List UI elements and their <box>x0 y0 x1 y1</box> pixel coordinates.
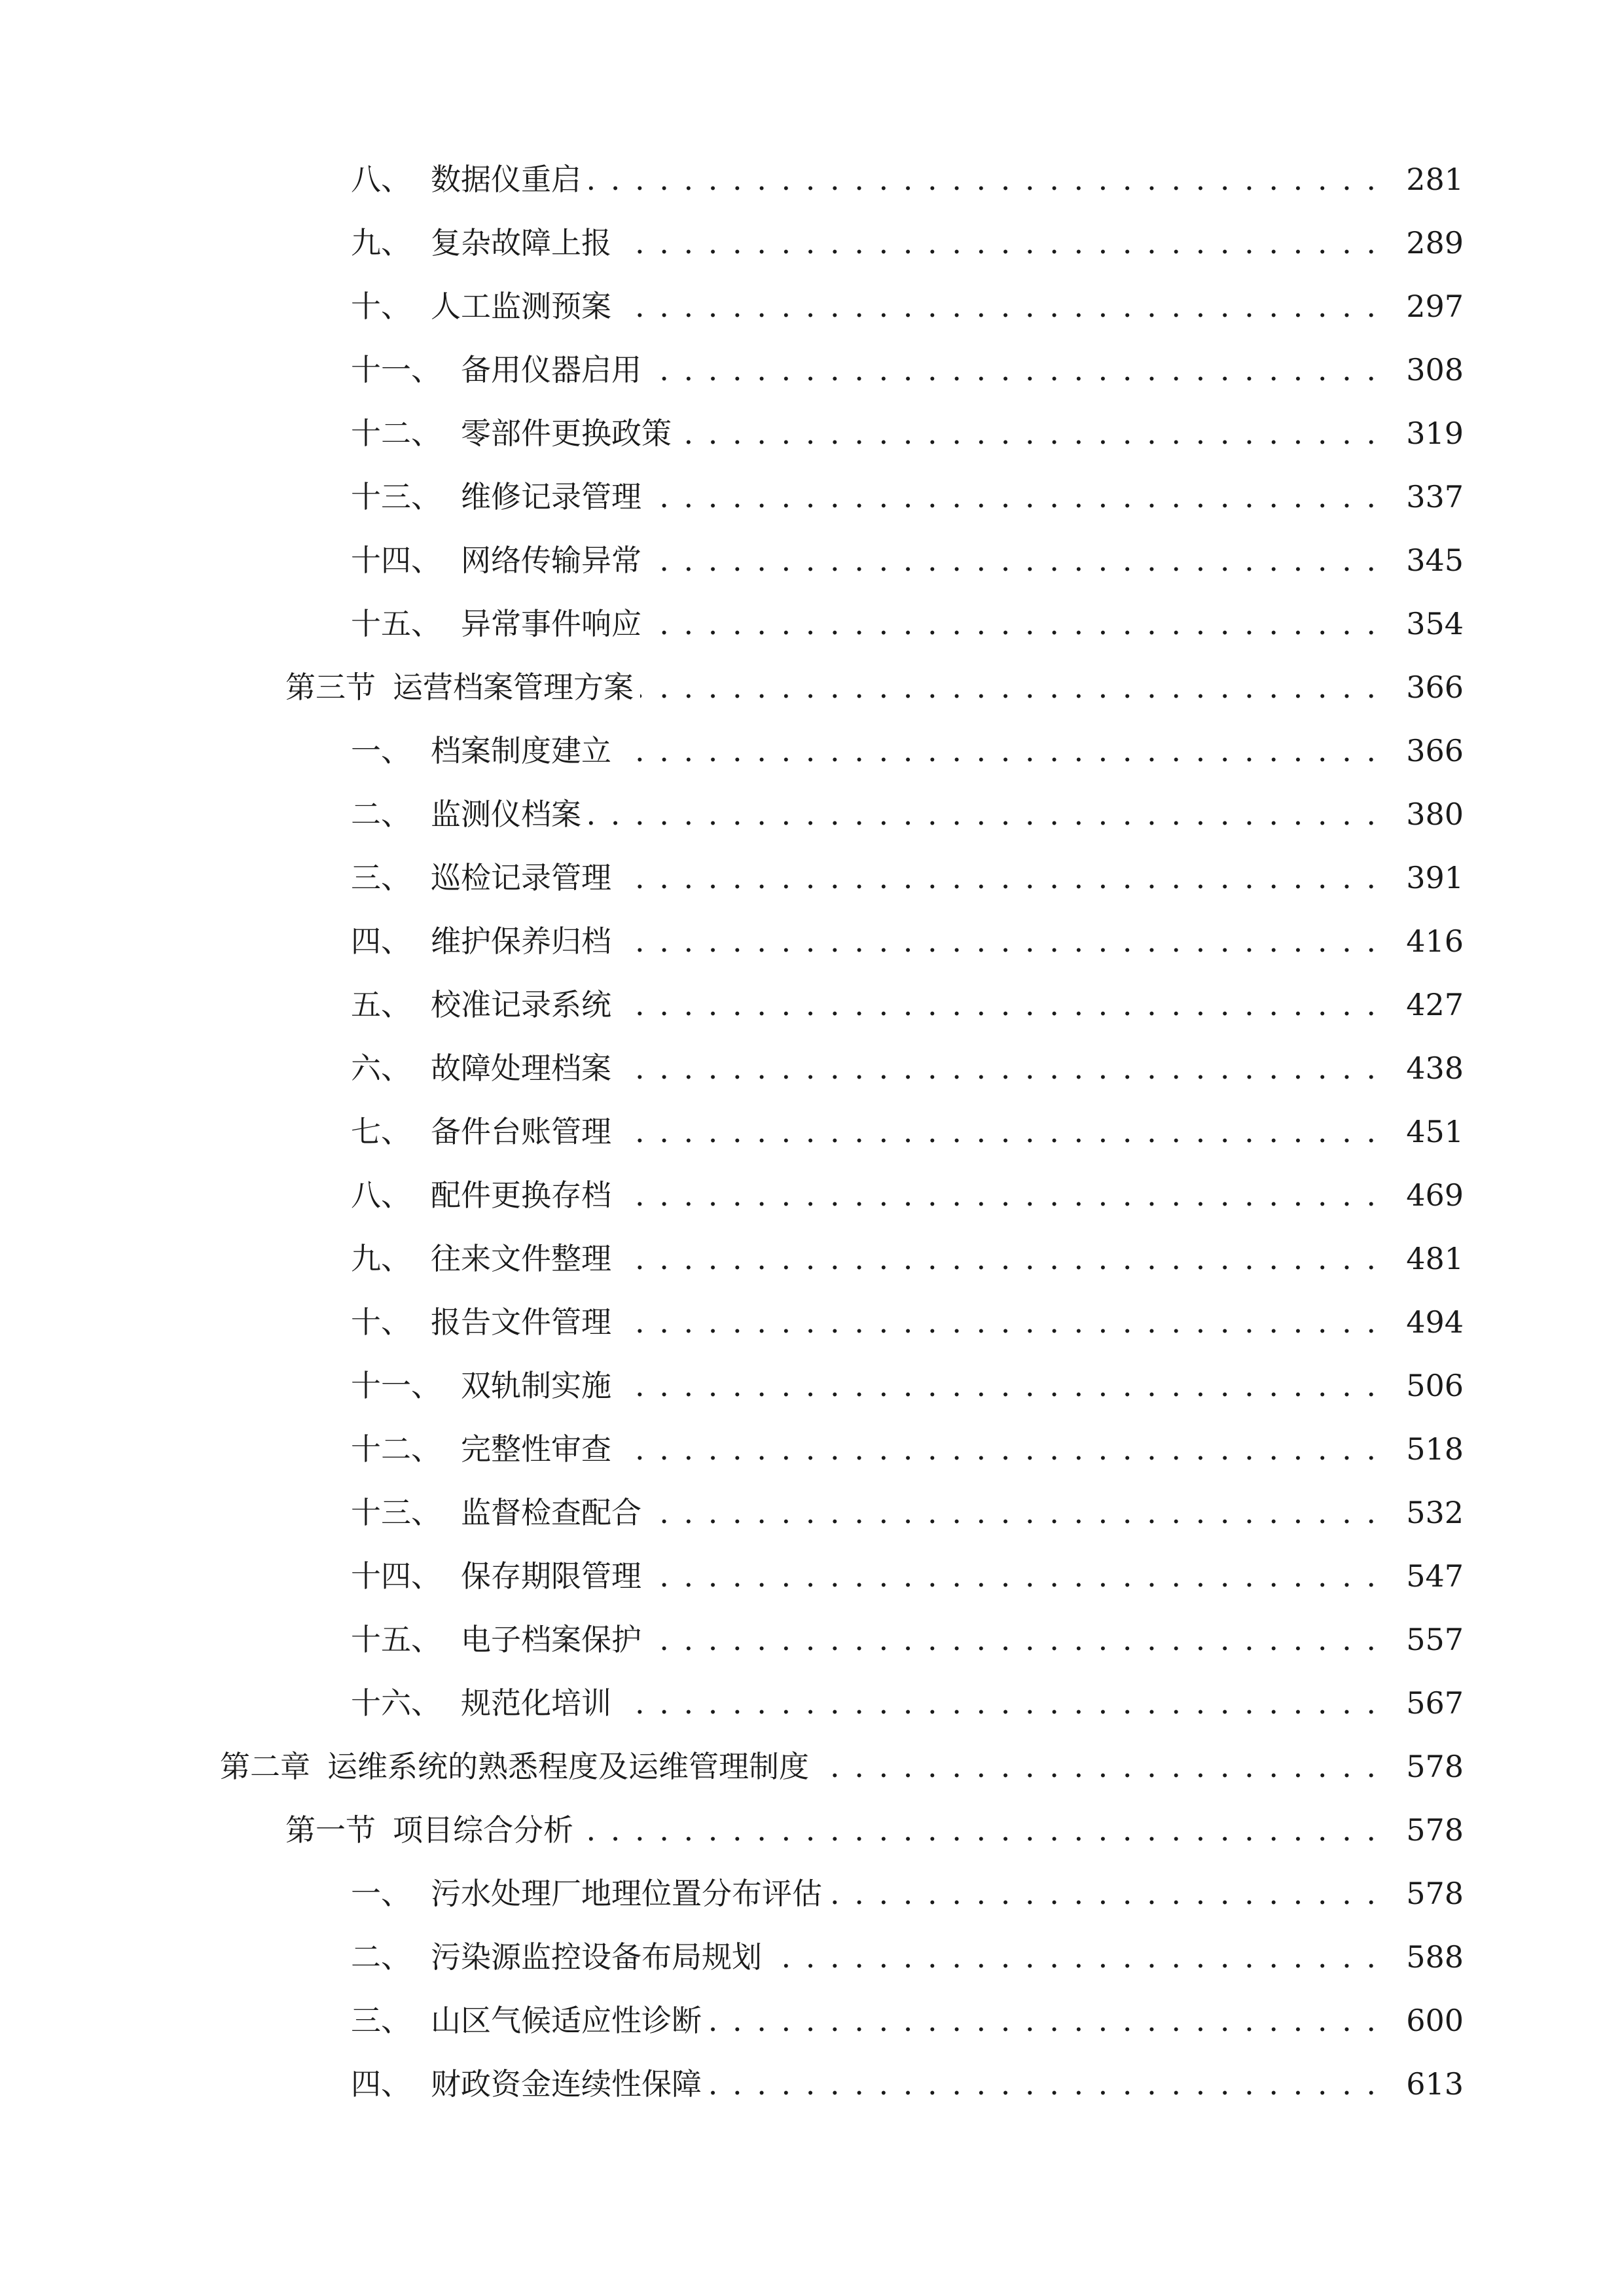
toc-entry-title: 山区气候适应性诊断 <box>431 2003 702 2038</box>
toc-entry-title: 完整性审查 <box>461 1431 611 1467</box>
toc-entry-number: 第三节 <box>285 670 376 705</box>
toc-entry-number: 十四、 <box>351 1558 441 1594</box>
toc-entry-number: 四、 <box>351 924 411 959</box>
toc-page-number: 532 <box>1406 1495 1464 1530</box>
toc-entry[interactable] <box>0 465 1624 529</box>
toc-page-number: 547 <box>1406 1558 1464 1594</box>
toc-entry-number: 八、 <box>351 162 411 197</box>
toc-entry-title: 往来文件整理 <box>431 1241 611 1276</box>
toc-dot-leader <box>648 1608 1379 1672</box>
toc-entry-number: 五、 <box>351 987 411 1022</box>
toc-entry[interactable] <box>0 1354 1624 1418</box>
toc-entry[interactable] <box>0 1418 1624 1481</box>
toc-entry[interactable] <box>0 211 1624 275</box>
toc-entry[interactable] <box>0 1989 1624 2053</box>
toc-page-number: 319 <box>1406 416 1464 451</box>
toc-entry-title: 双轨制实施 <box>461 1368 611 1403</box>
toc-page-number: 427 <box>1406 987 1464 1022</box>
toc-entry-number: 六、 <box>351 1050 411 1086</box>
toc-page-number: 380 <box>1406 797 1464 832</box>
toc-dot-leader <box>580 1799 1379 1862</box>
toc-entry[interactable] <box>0 846 1624 910</box>
toc-entry[interactable] <box>0 1735 1624 1799</box>
toc-entry-text <box>351 1227 618 1291</box>
toc-dot-leader <box>618 719 1379 783</box>
toc-entry-title: 财政资金连续性保障 <box>431 2066 702 2102</box>
toc-entry-number: 十五、 <box>351 606 441 641</box>
toc-entry-number: 十六、 <box>351 1685 441 1721</box>
toc-entry-title: 规范化培训 <box>461 1685 611 1721</box>
toc-entry-text <box>351 1672 618 1735</box>
toc-page-number: 578 <box>1406 1812 1464 1848</box>
toc-entry-title: 校准记录系统 <box>431 987 611 1022</box>
toc-entry-number: 三、 <box>351 2003 411 2038</box>
toc-entry-text <box>351 275 618 338</box>
toc-entry-title: 复杂故障上报 <box>431 225 611 260</box>
toc-entry[interactable] <box>0 1926 1624 1989</box>
toc-dot-leader <box>618 1291 1379 1354</box>
toc-entry-number: 九、 <box>351 225 411 260</box>
toc-dot-leader <box>768 1926 1379 1989</box>
toc-entry-text <box>351 1862 829 1926</box>
toc-entry-number: 二、 <box>351 797 411 832</box>
toc-dot-leader <box>618 1164 1379 1227</box>
toc-page-number: 289 <box>1406 225 1464 260</box>
toc-page-number: 518 <box>1406 1431 1464 1467</box>
toc-entry-text <box>351 1354 618 1418</box>
toc-dot-leader <box>618 1354 1379 1418</box>
toc-dot-leader <box>618 910 1379 973</box>
toc-entry-number: 十二、 <box>351 1431 441 1467</box>
toc-entry-text <box>351 1608 648 1672</box>
toc-entry-title: 保存期限管理 <box>461 1558 641 1594</box>
toc-entry[interactable] <box>0 1862 1624 1926</box>
toc-entry-text <box>285 1799 580 1862</box>
toc-dot-leader <box>618 1100 1379 1164</box>
toc-dot-leader <box>640 656 1379 719</box>
toc-dot-leader <box>588 148 1379 211</box>
toc-entry-text <box>351 1037 618 1100</box>
toc-page-number: 337 <box>1406 479 1464 514</box>
toc-entry-title: 人工监测预案 <box>431 289 611 324</box>
toc-page-number: 366 <box>1406 670 1464 705</box>
toc-entry[interactable] <box>0 1672 1624 1735</box>
toc-entry[interactable] <box>0 2053 1624 2116</box>
toc-entry[interactable] <box>0 1164 1624 1227</box>
toc-entry[interactable] <box>0 1100 1624 1164</box>
toc-entry-number: 十三、 <box>351 479 441 514</box>
toc-dot-leader <box>816 1735 1379 1799</box>
toc-entry-text <box>351 402 678 465</box>
toc-entry-number: 十四、 <box>351 543 441 578</box>
toc-entry-number: 四、 <box>351 2066 411 2102</box>
toc-entry-number: 八、 <box>351 1177 411 1213</box>
toc-page-number: 366 <box>1406 733 1464 768</box>
toc-entry-title: 监督检查配合 <box>461 1495 641 1530</box>
toc-entry-text <box>351 529 648 592</box>
toc-page-number: 308 <box>1406 352 1464 387</box>
toc-page-number: 494 <box>1406 1304 1464 1340</box>
toc-entry-number: 第二章 <box>220 1749 310 1784</box>
toc-dot-leader <box>618 1418 1379 1481</box>
toc-entry-title: 配件更换存档 <box>431 1177 611 1213</box>
toc-entry-title: 异常事件响应 <box>461 606 641 641</box>
toc-entry-number: 十一、 <box>351 1368 441 1403</box>
toc-dot-leader <box>618 1037 1379 1100</box>
toc-entry-text <box>351 1100 618 1164</box>
toc-page-number: 567 <box>1406 1685 1464 1721</box>
toc-entry-title: 项目综合分析 <box>393 1812 573 1848</box>
toc-entry-text <box>351 719 618 783</box>
toc-entry[interactable] <box>0 1608 1624 1672</box>
toc-page-number: 345 <box>1406 543 1464 578</box>
toc-dot-leader <box>678 402 1379 465</box>
toc-page-number: 297 <box>1406 289 1464 324</box>
toc-entry[interactable] <box>0 592 1624 656</box>
toc-entry-title: 零部件更换政策 <box>461 416 672 451</box>
toc-entry-text <box>351 910 618 973</box>
toc-entry[interactable] <box>0 275 1624 338</box>
toc-dot-leader <box>618 275 1379 338</box>
toc-entry-text <box>351 148 588 211</box>
toc-entry-text <box>220 1735 816 1799</box>
toc-entry[interactable] <box>0 656 1624 719</box>
toc-entry[interactable] <box>0 1227 1624 1291</box>
toc-page-number: 416 <box>1406 924 1464 959</box>
toc-dot-leader <box>708 1989 1379 2053</box>
toc-page-number: 438 <box>1406 1050 1464 1086</box>
toc-dot-leader <box>618 211 1379 275</box>
toc-entry-number: 十、 <box>351 1304 411 1340</box>
toc-entry-title: 污染源监控设备布局规划 <box>431 1939 762 1975</box>
toc-entry[interactable] <box>0 148 1624 211</box>
toc-entry-title: 维护保养归档 <box>431 924 611 959</box>
toc-entry-title: 报告文件管理 <box>431 1304 611 1340</box>
toc-page-number: 481 <box>1406 1241 1464 1276</box>
toc-entry-number: 十一、 <box>351 352 441 387</box>
toc-entry-number: 三、 <box>351 860 411 895</box>
toc-page-number: 613 <box>1406 2066 1464 2102</box>
toc-entry-text <box>351 1989 708 2053</box>
toc-dot-leader <box>648 1481 1379 1545</box>
toc-dot-leader <box>648 1545 1379 1608</box>
toc-entry-number: 七、 <box>351 1114 411 1149</box>
toc-entry-number: 十、 <box>351 289 411 324</box>
toc-page-number: 451 <box>1406 1114 1464 1149</box>
toc-entry[interactable] <box>0 719 1624 783</box>
toc-page-number: 391 <box>1406 860 1464 895</box>
toc-entry-text <box>351 2053 708 2116</box>
toc-entry-title: 维修记录管理 <box>461 479 641 514</box>
toc-entry-text <box>351 1545 648 1608</box>
toc-page-number: 354 <box>1406 606 1464 641</box>
toc-entry[interactable] <box>0 338 1624 402</box>
toc-entry-number: 第一节 <box>285 1812 376 1848</box>
toc-entry-title: 电子档案保护 <box>461 1622 641 1657</box>
toc-entry-text <box>351 846 618 910</box>
toc-entry-text <box>351 973 618 1037</box>
toc-page-number: 506 <box>1406 1368 1464 1403</box>
toc-entry-text <box>351 1291 618 1354</box>
toc-entry-title: 运营档案管理方案 <box>393 670 634 705</box>
toc-entry[interactable] <box>0 1545 1624 1608</box>
toc-page-number: 578 <box>1406 1876 1464 1911</box>
toc-entry-title: 运维系统的熟悉程度及运维管理制度 <box>327 1749 809 1784</box>
toc-dot-leader <box>648 338 1379 402</box>
toc-entry-number: 二、 <box>351 1939 411 1975</box>
toc-entry-text <box>351 592 648 656</box>
toc-entry[interactable] <box>0 1481 1624 1545</box>
toc-entry-title: 污水处理厂地理位置分布评估 <box>431 1876 822 1911</box>
toc-entry[interactable] <box>0 910 1624 973</box>
toc-entry[interactable] <box>0 529 1624 592</box>
toc-entry[interactable] <box>0 1291 1624 1354</box>
toc-dot-leader <box>648 529 1379 592</box>
toc-page-number: 600 <box>1406 2003 1464 2038</box>
toc-entry-title: 故障处理档案 <box>431 1050 611 1086</box>
toc-entry[interactable] <box>0 1799 1624 1862</box>
toc-entry-number: 十五、 <box>351 1622 441 1657</box>
toc-dot-leader <box>829 1862 1379 1926</box>
toc-page-number: 557 <box>1406 1622 1464 1657</box>
toc-page-number: 281 <box>1406 162 1464 197</box>
toc-page-number: 578 <box>1406 1749 1464 1784</box>
toc-entry-title: 备件台账管理 <box>431 1114 611 1149</box>
toc-entry-title: 备用仪器启用 <box>461 352 641 387</box>
toc-entry-number: 一、 <box>351 1876 411 1911</box>
toc-entry-number: 十二、 <box>351 416 441 451</box>
toc-entry-text <box>351 338 648 402</box>
toc-page-number: 588 <box>1406 1939 1464 1975</box>
toc-entry-text <box>285 656 640 719</box>
toc-entry-title: 网络传输异常 <box>461 543 641 578</box>
toc-entry-number: 十三、 <box>351 1495 441 1530</box>
toc-entry-number: 一、 <box>351 733 411 768</box>
toc-entry-title: 巡检记录管理 <box>431 860 611 895</box>
toc-dot-leader <box>648 465 1379 529</box>
toc-entry-text <box>351 783 588 846</box>
table-of-contents <box>0 148 1624 2116</box>
toc-dot-leader <box>618 846 1379 910</box>
toc-entry[interactable] <box>0 1037 1624 1100</box>
toc-entry-text <box>351 1481 648 1545</box>
toc-dot-leader <box>618 1672 1379 1735</box>
toc-entry-text <box>351 1164 618 1227</box>
toc-entry-text <box>351 1926 768 1989</box>
toc-entry-text <box>351 465 648 529</box>
toc-entry-title: 监测仪档案 <box>431 797 581 832</box>
toc-dot-leader <box>618 1227 1379 1291</box>
toc-dot-leader <box>618 973 1379 1037</box>
toc-dot-leader <box>708 2053 1379 2116</box>
toc-entry[interactable] <box>0 402 1624 465</box>
toc-entry-title: 数据仪重启 <box>431 162 581 197</box>
toc-entry[interactable] <box>0 783 1624 846</box>
toc-dot-leader <box>648 592 1379 656</box>
toc-entry-text <box>351 211 618 275</box>
toc-entry[interactable] <box>0 973 1624 1037</box>
toc-dot-leader <box>588 783 1379 846</box>
toc-entry-text <box>351 1418 618 1481</box>
toc-entry-number: 九、 <box>351 1241 411 1276</box>
toc-page-number: 469 <box>1406 1177 1464 1213</box>
toc-entry-title: 档案制度建立 <box>431 733 611 768</box>
